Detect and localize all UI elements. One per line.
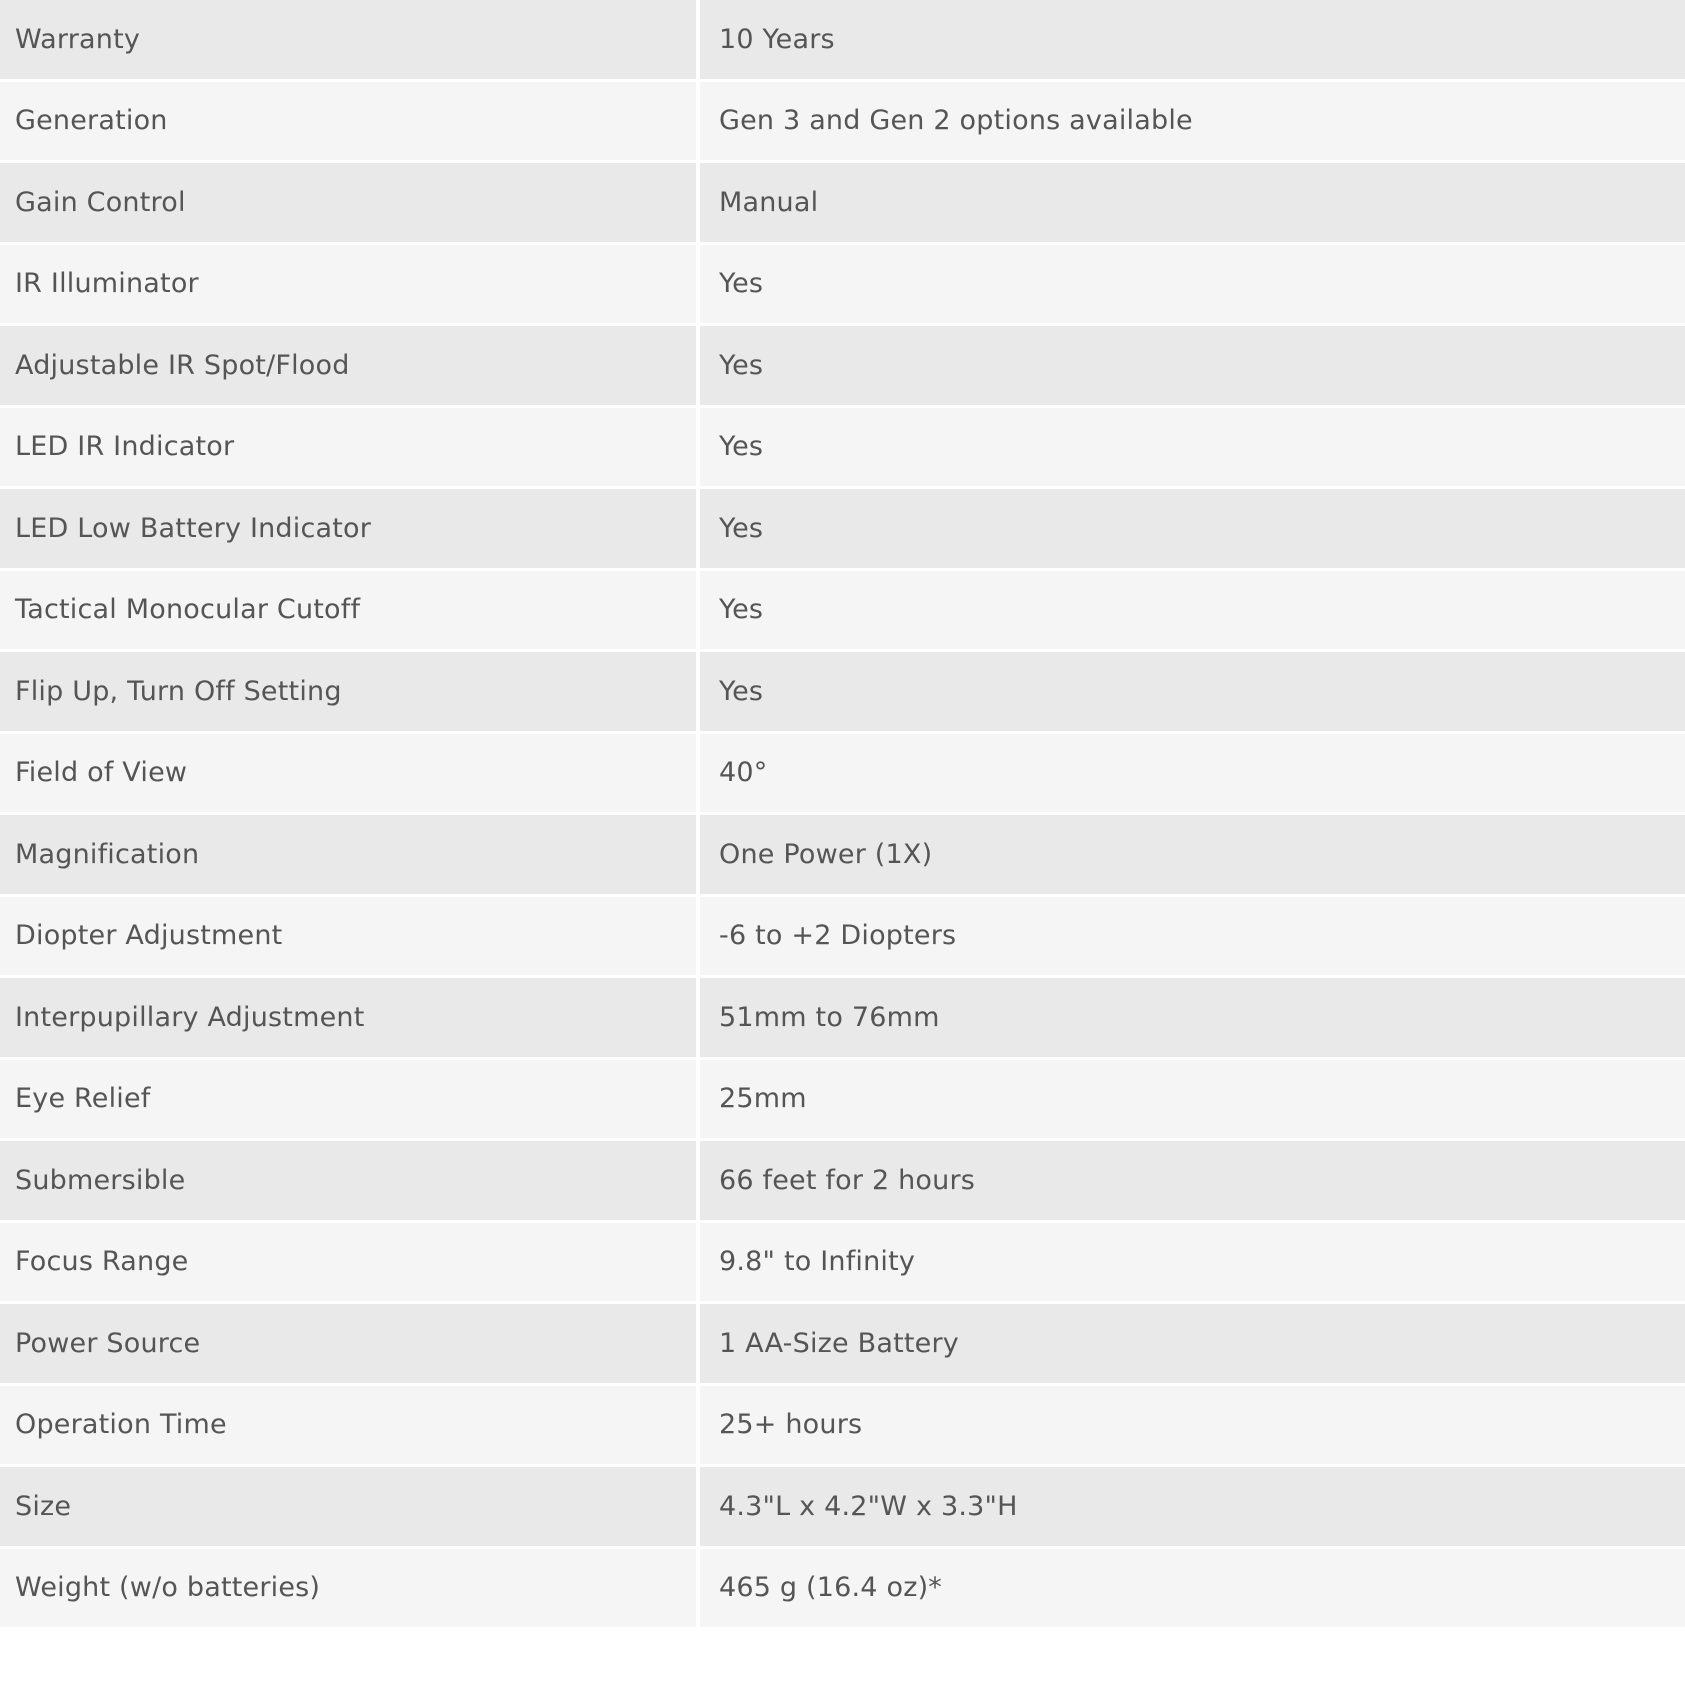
spec-label: Submersible <box>0 1141 700 1223</box>
table-row <box>0 1060 1685 1142</box>
spec-value: 40° <box>700 734 1685 816</box>
spec-value: One Power (1X) <box>700 815 1685 897</box>
spec-value: Yes <box>700 571 1685 653</box>
spec-value: 9.8" to Infinity <box>700 1223 1685 1305</box>
table-row <box>0 0 1685 82</box>
spec-label: IR Illuminator <box>0 245 700 327</box>
spec-label: Interpupillary Adjustment <box>0 978 700 1060</box>
table-row <box>0 571 1685 653</box>
table-row <box>0 897 1685 979</box>
spec-value: 465 g (16.4 oz)* <box>700 1549 1685 1631</box>
table-row <box>0 734 1685 816</box>
table-row <box>0 489 1685 571</box>
spec-value: Yes <box>700 245 1685 327</box>
spec-label: Power Source <box>0 1304 700 1386</box>
spec-label: Size <box>0 1467 700 1549</box>
spec-label: Adjustable IR Spot/Flood <box>0 326 700 408</box>
spec-label: LED IR Indicator <box>0 408 700 490</box>
spec-value: 51mm to 76mm <box>700 978 1685 1060</box>
table-row <box>0 652 1685 734</box>
spec-value: Manual <box>700 163 1685 245</box>
spec-value: Yes <box>700 489 1685 571</box>
spec-label: Eye Relief <box>0 1060 700 1142</box>
spec-value: Gen 3 and Gen 2 options available <box>700 82 1685 164</box>
table-row <box>0 1223 1685 1305</box>
table-row <box>0 815 1685 897</box>
spec-value: 4.3"L x 4.2"W x 3.3"H <box>700 1467 1685 1549</box>
table-row <box>0 245 1685 327</box>
spec-value: Yes <box>700 408 1685 490</box>
spec-label: Generation <box>0 82 700 164</box>
spec-label: Diopter Adjustment <box>0 897 700 979</box>
table-row <box>0 326 1685 408</box>
table-row <box>0 408 1685 490</box>
spec-label: Operation Time <box>0 1386 700 1468</box>
table-row <box>0 1386 1685 1468</box>
table-row <box>0 1467 1685 1549</box>
spec-value: Yes <box>700 652 1685 734</box>
table-row <box>0 1304 1685 1386</box>
table-row <box>0 82 1685 164</box>
spec-value: 10 Years <box>700 0 1685 82</box>
table-row <box>0 1549 1685 1631</box>
spec-value: 66 feet for 2 hours <box>700 1141 1685 1223</box>
spec-label: Gain Control <box>0 163 700 245</box>
spec-value: 25mm <box>700 1060 1685 1142</box>
spec-label: LED Low Battery Indicator <box>0 489 700 571</box>
spec-value: -6 to +2 Diopters <box>700 897 1685 979</box>
table-row <box>0 978 1685 1060</box>
spec-value: 25+ hours <box>700 1386 1685 1468</box>
spec-label: Flip Up, Turn Off Setting <box>0 652 700 734</box>
spec-label: Warranty <box>0 0 700 82</box>
spec-label: Focus Range <box>0 1223 700 1305</box>
spec-value: Yes <box>700 326 1685 408</box>
spec-label: Weight (w/o batteries) <box>0 1549 700 1631</box>
table-row <box>0 163 1685 245</box>
table-row <box>0 1141 1685 1223</box>
spec-label: Magnification <box>0 815 700 897</box>
spec-label: Tactical Monocular Cutoff <box>0 571 700 653</box>
spec-label: Field of View <box>0 734 700 816</box>
spec-value: 1 AA-Size Battery <box>700 1304 1685 1386</box>
